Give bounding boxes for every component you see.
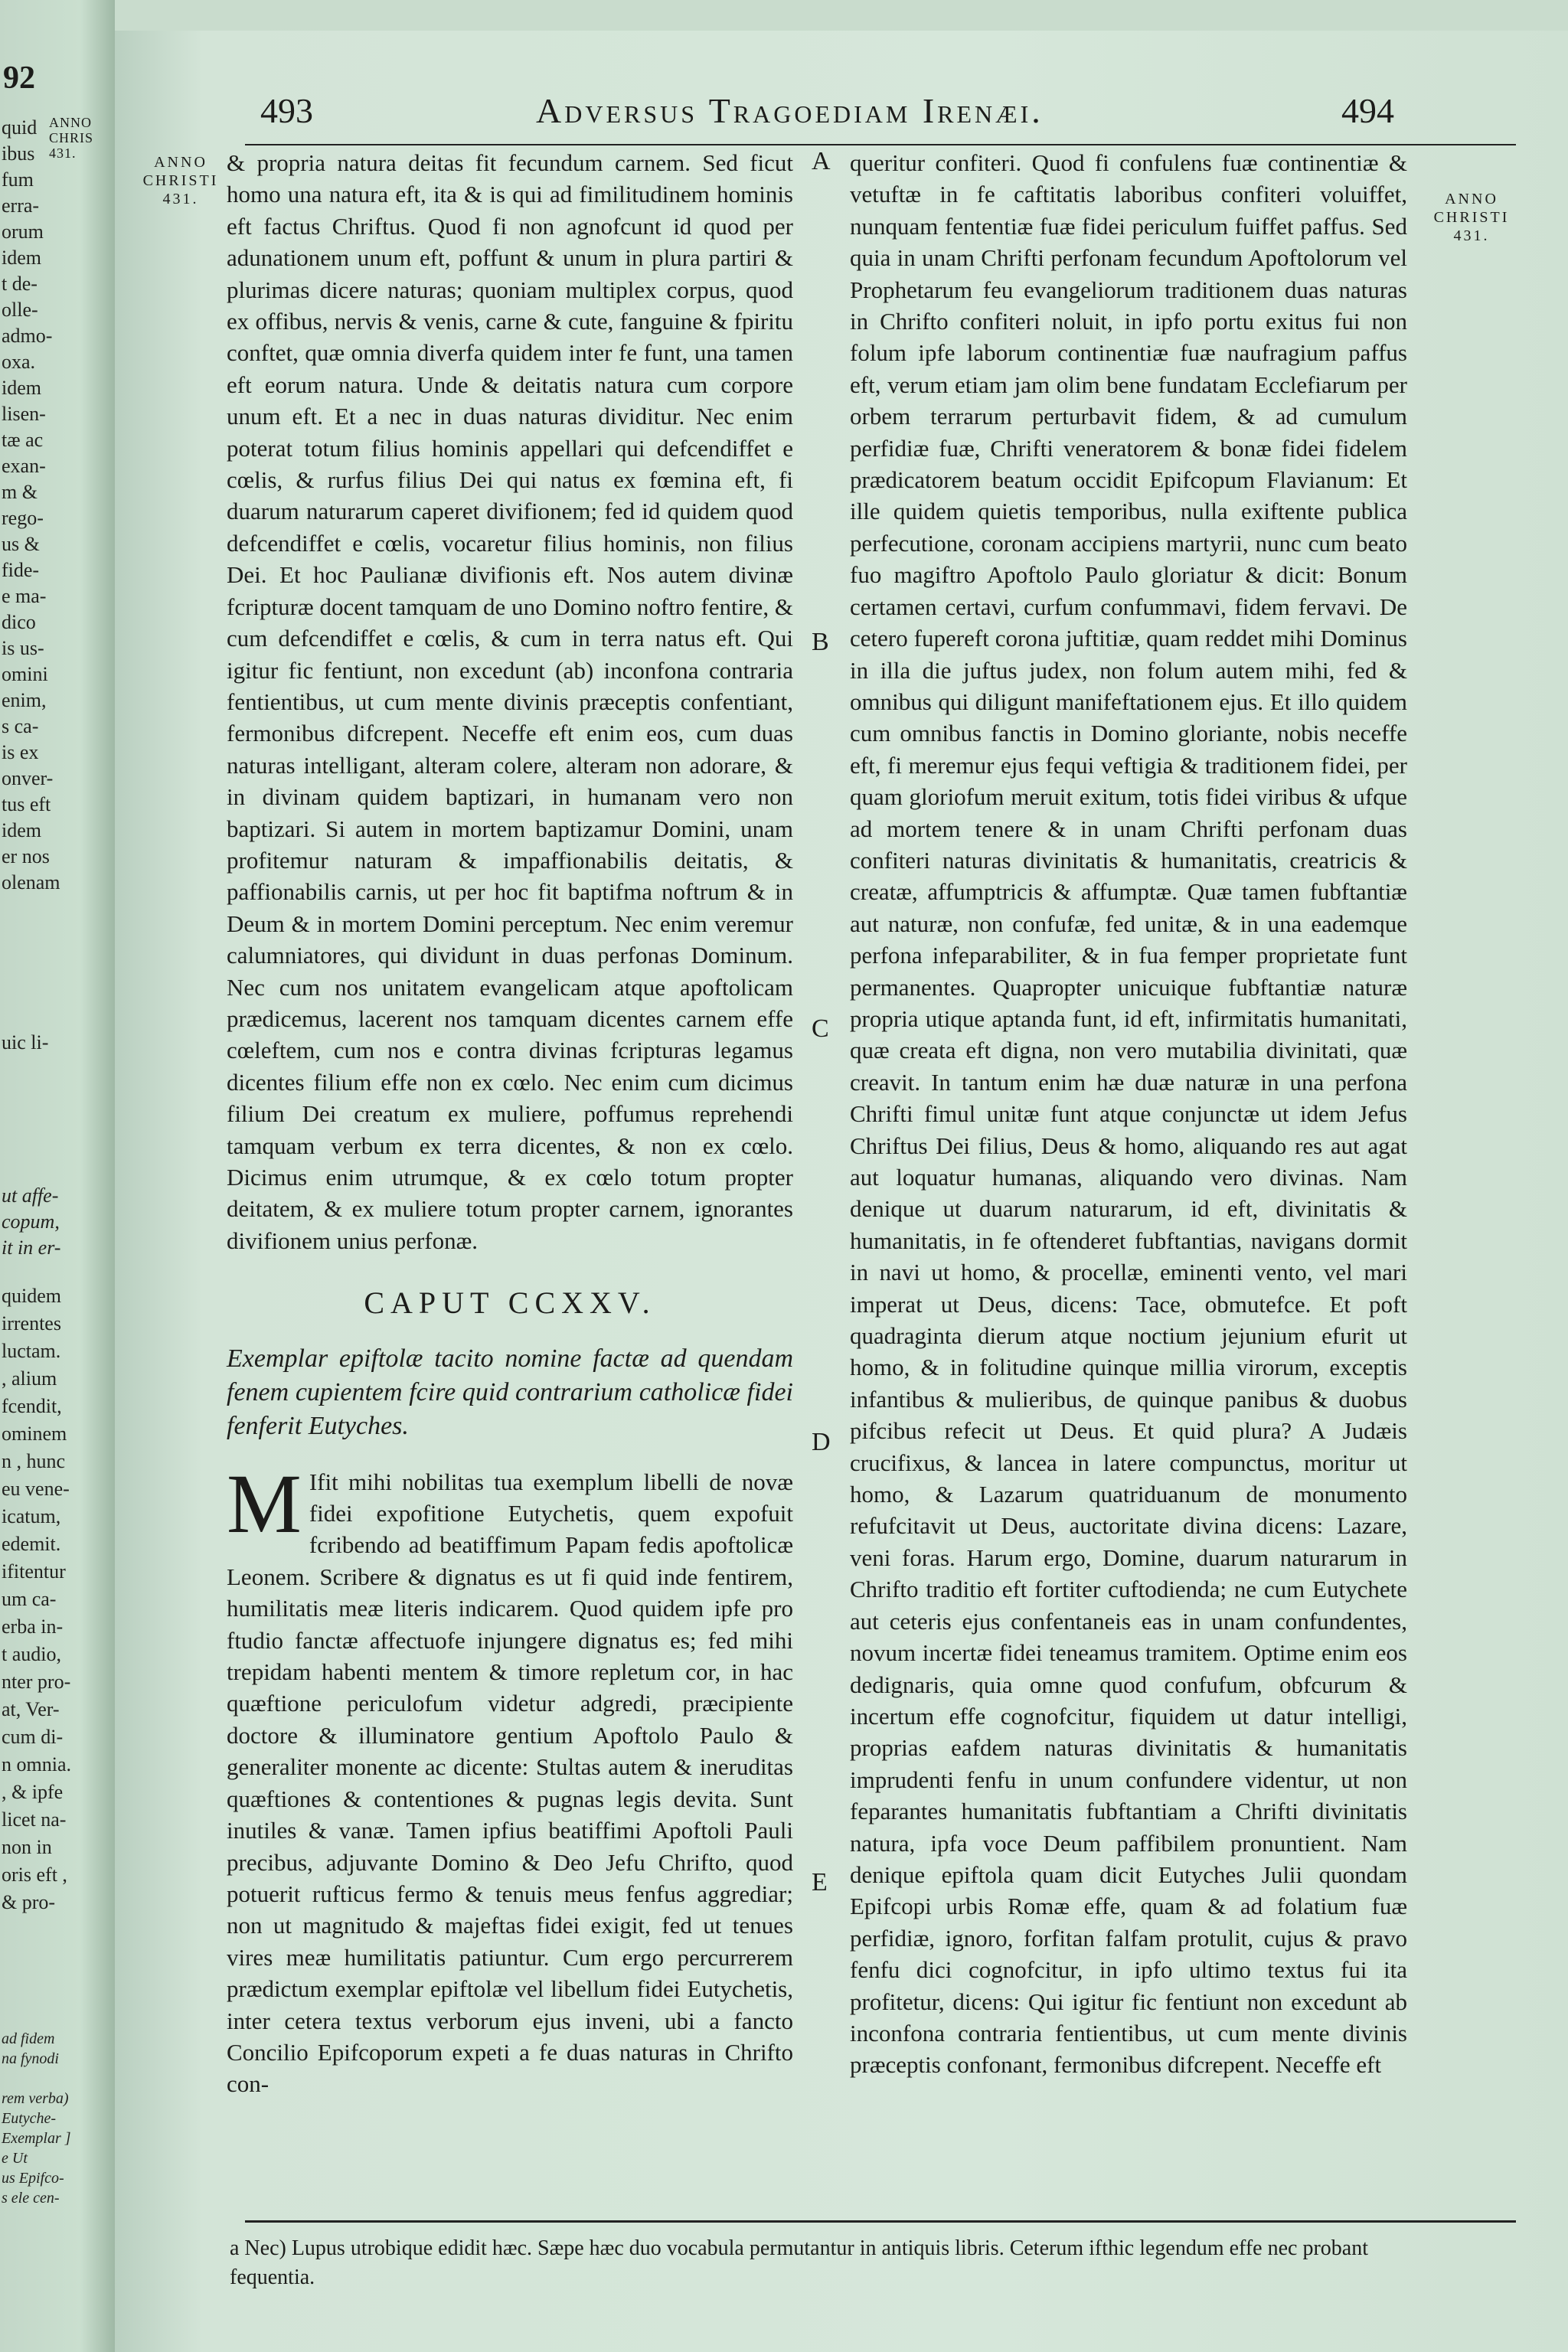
- header-rule: [245, 144, 1516, 145]
- chapter-summary: Exemplar epiftolæ tacito nomine factæ ad quendam fenem cupientem fcire quid contrarium catholicæ fidei fenferit Eutyches.: [227, 1344, 793, 1440]
- chapter-heading: CAPUT CCXXV.: [364, 1285, 656, 1321]
- margin-letter: D: [812, 1428, 831, 1456]
- gutter-fragment: quidem irrentes luctam. , alium fcendit, ominem n , hunc eu vene- icatum, edemit. ifitentur um ca- erba in- t audio, nter pro- at, Ver- cum di- n omnia. , & ipfe licet na- non in oris eft , & pro-: [2, 1285, 71, 1913]
- margin-letter: C: [812, 1014, 829, 1043]
- right-column-text: queritur confiteri. Quod fi confulens fuæ continentiæ & vetuftæ in fe caftitatis laboribus confiteri voluiffet, nunquam fententiæ fuæ fidei periculum fuiffet paffus. Sed quia in unam Chrifti perfonam fecundum Apoftolorum vel Prophetarum feu evangeliorum traditionem duas naturas in Chrifto confiteri noluit, in ipfo portu exitus fui non folum ipfe laborum continentiæ fuæ naufragium paffus eft, verum etiam jam olim bene fundatam Ecclefiarum per orbem terrarum perturbavit fidem, & ad cumulum perfidiæ fuæ, Chrifti veneratorem & bonæ fidei fidelem prædicatorem beatum occidit Epifcopum Flavianum: Et ille quidem quietis temporibus, nulla exiftente publica perfecutione, coronam accipiens martyrii, nunc cum beato fuo magiftro Apoftolo Paulo gloriatur & dicit: Bonum certamen certavi, curfum confummavi, fidem fervavi. De cetero fupereft corona juftitiæ, quam reddet mihi Dominus in illa die juftus judex, non folum autem mihi, fed & omnibus qui diligunt manifeftationem ejus. Et illo quidem cum omnibus fanctis in Domino gloriante, nobis neceffe eft, fi meremur ejus fequi veftigia & traditionem fidei, per quam gloriofum meruit exitum, totis fidei viribus & ufque ad mortem tenere & in unam Chrifti perfonam duas confiteri naturas divinitatis & humanitatis, creatricis & creatæ, affumptricis & affumptæ. Quæ tamen fubftantiæ aut naturæ, non confufæ, fed unitæ, & in una eademque perfona infeparabiliter, & in fua femper proprietate funt permanentes. Quapropter unicuique fubftantiæ naturæ propria utique aptanda funt, id eft, infirmitatis humanitati, quæ creata eft digna, non vero mutabilia divinitati, quæ creavit. In tantum enim hæ duæ naturæ in una perfona Chrifti fimul unitæ funt atque conjunctæ ut idem Jefus Chriftus Dei filius, Deus & homo, aliquando res aut agat aut loquatur humanas, aliquando vero divinas. Nam denique ut duarum naturarum, id eft, divinitatis & humanitatis, in fe oftenderet fubftantias, navigans dormit in navi ut homo, & procellæ, eminenti vento, vel mari imperat ut Deus, dicens: Tace, obmutefce. Et poft quadraginta dierum atque noctium jejunium efurit ut homo, & in folitudine quinque millia virorum, exceptis infantibus & mulieribus, de quinque panibus & duobus pifcibus refecit ut Deus. Et quid plura? A Judæis crucifixus, & lancea in latere compunctus, moritur ut homo, & Lazarum quatriduanum de monumento refufcitavit ut Deus, auctoritate divina dicens: Lazare, veni foras. Harum ergo, Domine, duarum naturarum in Chrifto traditio eft fortiter cuftodienda; ne cum Eutychete aut ceteris ejus confentaneis eas in unam confundentes, novum incertæ fidei teneamus tramitem. Optime enim eos dedignaris, quia omne quod confufum, obfcurum & incertum effe cognofcitur, fiquidem ut datur intelligi, proprias eafdem naturas divinitatis & humanitatis imprudenti fenfu in unum confundere videntur, ut non feparantes humanitatis fubftantiam a Chrifti divinitatis natura, ipfa voce Deum paffibilem pronuntient. Nam denique epiftola quam dicit Eutyches Julii quondam Epifcopi urbis Romæ effe, quam & ad folatium fuæ perfidiæ, ignoro, forfitan falfam protulit, cujus & pravo fenfu dici cognofcitur, in ipfo ultimo textus fui ita profitetur, dicens: Qui igitur fic fentiunt non excedunt ab inconfona contraria fentientibus, ut cum mente divinis præceptis confonant, fermonibus difcrepent. Neceffe eft: [850, 149, 1407, 2079]
- footnote-rule: [245, 2220, 1516, 2223]
- margin-letter: B: [812, 628, 829, 656]
- gutter-fragment: ut affe- copum, it in er-: [2, 1184, 61, 1259]
- facing-page-anno: ANNO CHRIS 431.: [49, 115, 94, 161]
- gutter-fragment: uic li-: [2, 1031, 49, 1054]
- page-number-right: 494: [1341, 91, 1394, 130]
- facing-page-number: 92: [3, 60, 35, 96]
- letter-text: Ifit mihi nobilitas tua exemplum libelli de novæ fidei expofitione Eutychetis, quem expofuit fcribendo ad beatiffimum Papam fedis apoftolicæ Leonem. Scribere & dignatus es ut fi quid inde fentirem, humilitatis meæ literis indicarem. Quod quidem ipfe pro ftudio fanctæ affectuofe injungere dignatus es; fed mihi trepidam habenti mentem & timore repletum cor, in hac quæftione periculofum videtur adgredi, præcipiente doctore & illuminatore gentium Apoftolo Paulo & generaliter monente ac dicente: Stultas autem & ineruditas quæftiones & contentiones & pugnas legis devita. Sunt inutiles & vanæ. Tamen ipfius beatiffimi Apoftoli Pauli precibus, adjuvante Domino & Deo Jefu Chrifto, quod potuerit rufticus fermo & tenuis meus fenfus aggrediar; non ut magnitudo & majeftas fidei exigit, fed ut tenues vires meæ humilitatis patiuntur. Cum ergo percurrerem prædictum exemplar epiftolæ vel libellum fidei Eutychetis, inter cetera textus verborum ejus inveni, ubi a fancto Concilio Epifcoporum expeti a fe duas naturas in Chrifto con-: [227, 1468, 793, 2098]
- anno-left: ANNO CHRISTI 431.: [142, 154, 219, 207]
- running-title: Adversus Tragoediam Irenæi.: [536, 91, 1044, 130]
- anno-right: ANNO CHRISTI 431.: [1433, 191, 1510, 244]
- facing-page-gutter: [0, 0, 115, 2352]
- margin-letter: A: [812, 147, 831, 175]
- footnote: a Nec) Lupus utrobique edidit hæc. Sæpe hæc duo vocabula permutantur in antiquis libris. Ceterum ifthic legendum effe nec probant fequentia.: [230, 2236, 1368, 2289]
- left-column-text: & propria natura deitas fit fecundum carnem. Sed ficut homo una natura eft, ita & is qui ad fimilitudinem hominis eft factus Chriftus. Quod fi non agnofcunt id quod per adunationem unum eft, poffunt & unum in plura partiri & plurimas dicere naturas; quoniam multiplex corpus, quod ex offibus, nervis & venis, carne & cute, fanguine & fpiritu conftet, quæ omnia diverfa quidem inter fe funt, una tamen eft eorum natura. Unde & deitatis natura cum corpore unum eft. Et a nec in duas naturas dividitur. Nec enim poterat totum filius hominis appellari qui defcendiffet e cœlis, & rurfus filius Dei qui natus ex fœmina eft, fi duarum naturarum caperet divifionem; fed id quidem quod defcendiffet e cœlis, vocaretur filius hominis, non filius Dei. Et hoc Paulianæ divifionis eft. Nos autem divinæ fcripturæ docent tamquam de uno Domino noftro fentire, & cum defcendiffet e cœlis, & cum in terra natus eft. Qui igitur fic fentiunt, non excedunt (ab) inconfona contraria fentientibus, ut cum mente divinis præceptis confentiant, fermonibus difcrepent. Neceffe eft enim eos, cum duas naturas intelligant, alteram colere, alteram non adorare, & in divinam quidem baptizari, in humanam vero non baptizari. Si autem in mortem baptizamur Domini, unam profitemur naturam & impaffionabilis deitatis, & paffionabilis carnis, ut per hoc fit baptifma noftrum & in Deum & in mortem Domini perceptum. Nec enim veremur calumniatores, qui dividunt in duas perfonas Dominum. Nec cum nos unitatem evangelicam atque apoftolicam prædicemus, lacerent nos tamquam dicentes carnem effe cœleftem, cum nos e contra divinas fcripturas legamus dicentes filium effe non ex cœlo. Nec enim cum dicimus filium Dei creatum ex muliere, poffumus reprehendi tamquam verbum ex terra dicentes, & non ex cœlo. Dicimus enim utrumque, & ex cœlo totum propter deitatem, & ex muliere totum propter carnem, ignorantes divifionem unius perfonæ.: [227, 149, 793, 1254]
- right-column: [850, 147, 1407, 2081]
- left-column: [227, 147, 793, 2100]
- margin-letter: E: [812, 1868, 828, 1896]
- gutter-fragment: quid ibus fum erra- orum idem t de- olle- admo- oxa. idem lisen- tæ ac exan- m & rego- us & fide- e ma- dico is us- omini enim, s ca- is ex onver- tus eft idem er nos olenam: [2, 116, 60, 893]
- gutter-fragment: ad fidem na fynodi rem verba) Eutyche- Exemplar ] e Ut us Epifco- s ele cen-: [2, 2030, 71, 2207]
- page-number-left: 493: [260, 91, 313, 130]
- drop-cap: M: [227, 1456, 302, 1550]
